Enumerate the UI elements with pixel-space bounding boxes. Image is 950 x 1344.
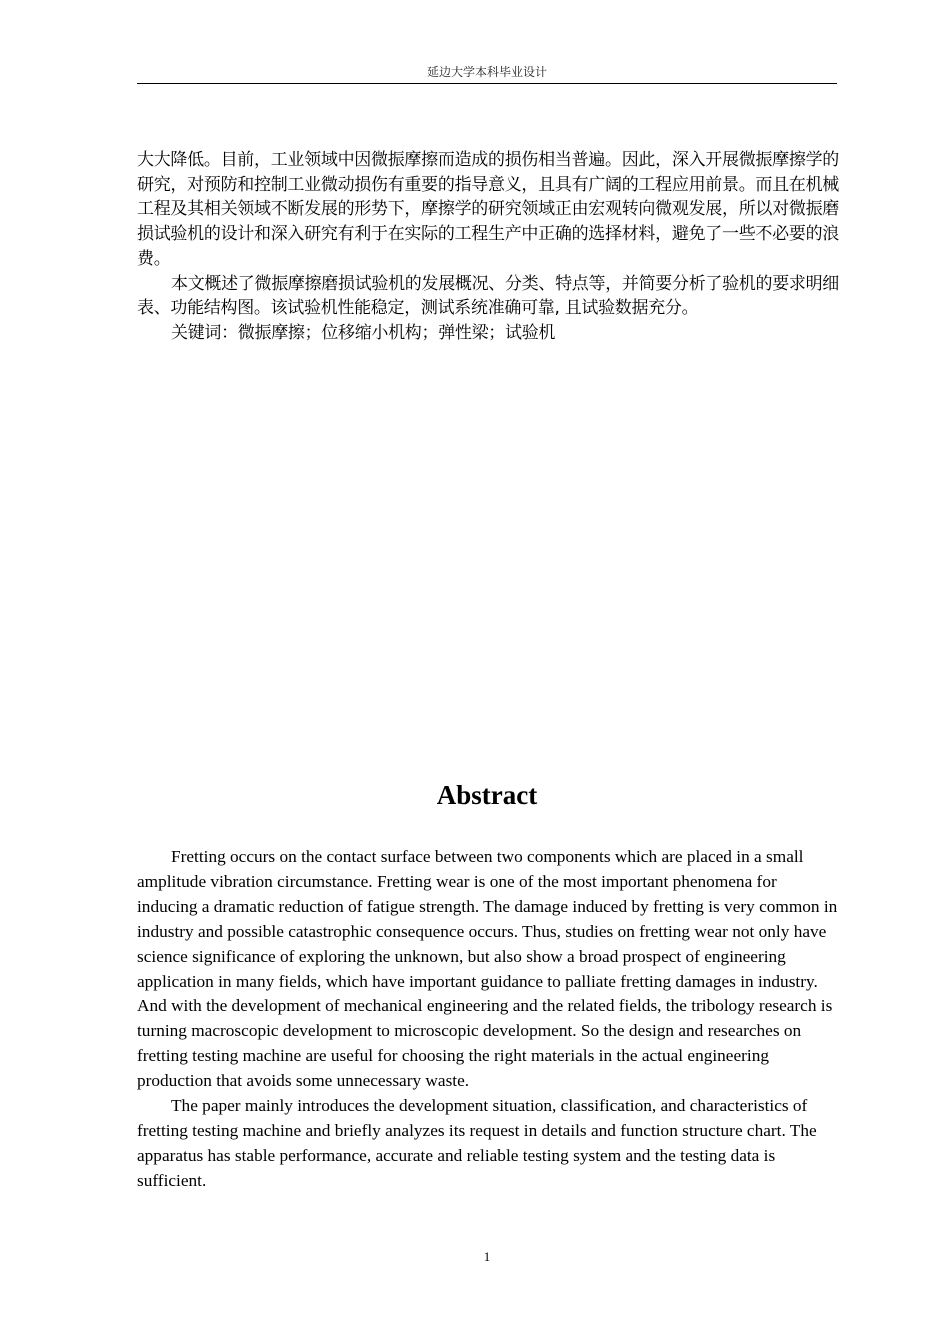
- chinese-paragraph-2: 本文概述了微振摩擦磨损试验机的发展概况、分类、特点等，并简要分析了验机的要求明细表、功能结构图。该试验机性能稳定，测试系统准确可靠, 且试验数据充分。: [137, 273, 839, 319]
- page-number: 1: [483, 1249, 491, 1264]
- chinese-keywords: 关键词：微振摩擦；位移缩小机构；弹性梁；试验机: [171, 322, 556, 343]
- abstract-heading: Abstract: [436, 780, 538, 810]
- chinese-paragraph-1: 大大降低。目前，工业领域中因微振摩擦而造成的损伤相当普遍。因此，深入开展微振摩擦学的研究，对预防和控制工业微动损伤有重要的指导意义，且具有广阔的工程应用前景。而且在机械工程及其相关领域不断发展的形势下，摩擦学的研究领域正由宏观转向微观发展，所以对微振磨损试验机的设计和深入研究有利于在实际的工程生产中正确的选择材料，避免了一些不必要的浪费。: [137, 150, 839, 269]
- header-divider: [137, 83, 837, 84]
- running-header: 延边大学本科毕业设计: [426, 65, 547, 79]
- english-abstract-body: [137, 845, 839, 1194]
- chinese-abstract-body: [137, 148, 839, 346]
- english-paragraph-2: The paper mainly introduces the development situation, classification, and characteristics of fretting testing machine and briefly analyzes its request in details and function structure chart. The apparatus has stable performance, accurate and reliable testing system and the testing data is sufficient.: [137, 1096, 817, 1190]
- english-paragraph-1: Fretting occurs on the contact surface between two components which are placed in a small amplitude vibration circumstance. Fretting wear is one of the most important phenomena for inducing a dramatic reduction of fatigue strength. The damage induced by fretting is very common in industry and possible catastrophic consequence occurs. Thus, studies on fretting wear not only have science significance of exploring the unknown, but also show a broad prospect of engineering application in many fields, which have important guidance to palliate fretting damages in industry. And with the development of mechanical engineering and the related fields, the tribology research is turning macroscopic development to microscopic development. So the design and researches on fretting testing machine are useful for choosing the right materials in the actual engineering production that avoids some unnecessary waste.: [137, 847, 838, 1091]
